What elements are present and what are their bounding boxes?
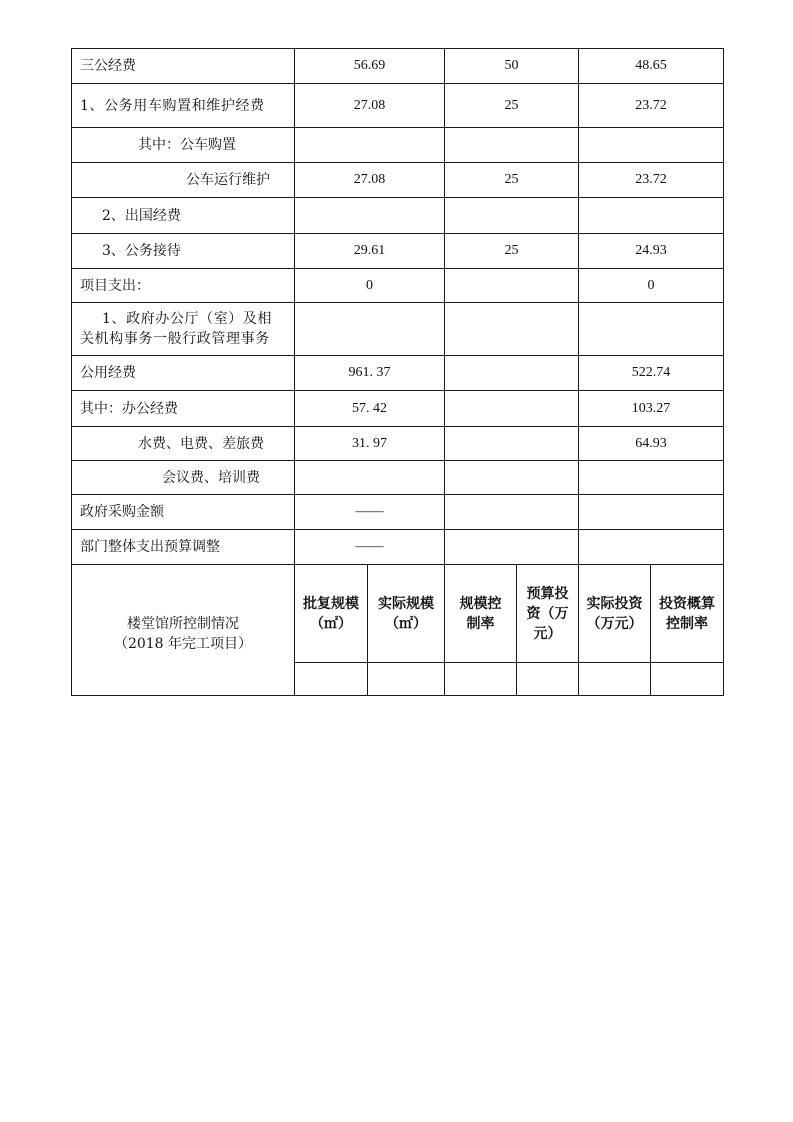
value-cell bbox=[579, 663, 651, 696]
table-row bbox=[72, 391, 724, 427]
value-cell: 961. 37 bbox=[295, 356, 445, 391]
value-cell bbox=[517, 663, 579, 696]
table-row bbox=[72, 495, 724, 530]
value-cell: 27.08 bbox=[295, 84, 445, 128]
value-cell bbox=[445, 128, 579, 163]
value-cell: 31. 97 bbox=[295, 427, 445, 461]
table-row bbox=[72, 84, 724, 128]
table-row bbox=[72, 269, 724, 303]
column-header: 实际规模（㎡） bbox=[368, 565, 445, 663]
value-cell bbox=[579, 530, 724, 565]
value-cell: 25 bbox=[445, 84, 579, 128]
value-cell: 0 bbox=[295, 269, 445, 303]
row-label: 其中：公车购置 bbox=[72, 128, 295, 163]
value-cell bbox=[445, 198, 579, 234]
value-cell bbox=[445, 495, 579, 530]
row-label: 2、出国经费 bbox=[72, 198, 295, 234]
value-cell: 29.61 bbox=[295, 234, 445, 269]
column-header: 批复规模（㎡） bbox=[295, 565, 368, 663]
column-header: 投资概算控制率 bbox=[651, 565, 724, 663]
value-cell: 56.69 bbox=[295, 49, 445, 84]
row-label: 政府采购金额 bbox=[72, 495, 295, 530]
value-cell bbox=[579, 303, 724, 356]
project-header-row bbox=[72, 565, 724, 663]
row-label: 水费、电费、差旅费 bbox=[72, 427, 295, 461]
value-cell bbox=[651, 663, 724, 696]
row-label: 1、公务用车购置和维护经费 bbox=[72, 84, 295, 128]
project-section-label bbox=[72, 565, 295, 696]
table-row bbox=[72, 461, 724, 495]
column-header: 预算投资（万元） bbox=[517, 565, 579, 663]
value-cell: 522.74 bbox=[579, 356, 724, 391]
table-row bbox=[72, 427, 724, 461]
value-cell: 0 bbox=[579, 269, 724, 303]
value-cell bbox=[295, 303, 445, 356]
value-cell bbox=[579, 198, 724, 234]
value-cell bbox=[445, 303, 579, 356]
table-row bbox=[72, 128, 724, 163]
value-cell bbox=[368, 663, 445, 696]
row-label: 公车运行维护 bbox=[72, 163, 295, 198]
value-cell bbox=[445, 461, 579, 495]
value-cell: 27.08 bbox=[295, 163, 445, 198]
value-cell: 57. 42 bbox=[295, 391, 445, 427]
value-cell bbox=[445, 663, 517, 696]
row-label: 三公经费 bbox=[72, 49, 295, 84]
value-cell bbox=[445, 530, 579, 565]
value-cell: 48.65 bbox=[579, 49, 724, 84]
budget-table bbox=[71, 48, 724, 696]
row-label: 3、公务接待 bbox=[72, 234, 295, 269]
row-label: 项目支出： bbox=[72, 269, 295, 303]
row-label: 公用经费 bbox=[72, 356, 295, 391]
table-row bbox=[72, 198, 724, 234]
value-cell bbox=[295, 198, 445, 234]
column-header: 实际投资（万元） bbox=[579, 565, 651, 663]
row-label: 会议费、培训费 bbox=[72, 461, 295, 495]
value-cell: —— bbox=[295, 530, 445, 565]
row-label: 其中：办公经费 bbox=[72, 391, 295, 427]
value-cell bbox=[445, 391, 579, 427]
value-cell bbox=[295, 461, 445, 495]
value-cell bbox=[295, 128, 445, 163]
value-cell: 24.93 bbox=[579, 234, 724, 269]
table-row bbox=[72, 234, 724, 269]
value-cell bbox=[445, 269, 579, 303]
value-cell: 103.27 bbox=[579, 391, 724, 427]
value-cell bbox=[445, 427, 579, 461]
value-cell: 23.72 bbox=[579, 163, 724, 198]
row-label: 1、政府办公厅（室）及相关机构事务一般行政管理事务 bbox=[72, 303, 295, 356]
column-header: 规模控制率 bbox=[445, 565, 517, 663]
value-cell: 25 bbox=[445, 234, 579, 269]
table-row bbox=[72, 356, 724, 391]
value-cell: 23.72 bbox=[579, 84, 724, 128]
table-row bbox=[72, 49, 724, 84]
value-cell bbox=[579, 461, 724, 495]
value-cell: 50 bbox=[445, 49, 579, 84]
value-cell bbox=[445, 356, 579, 391]
project-title: 楼堂馆所控制情况 bbox=[127, 616, 239, 632]
value-cell: 64.93 bbox=[579, 427, 724, 461]
table-row bbox=[72, 163, 724, 198]
value-cell bbox=[295, 663, 368, 696]
project-subtitle: （2018 年完工项目） bbox=[113, 636, 253, 652]
value-cell bbox=[579, 495, 724, 530]
value-cell: —— bbox=[295, 495, 445, 530]
value-cell bbox=[579, 128, 724, 163]
table-row bbox=[72, 530, 724, 565]
row-label: 部门整体支出预算调整 bbox=[72, 530, 295, 565]
value-cell: 25 bbox=[445, 163, 579, 198]
table-row bbox=[72, 303, 724, 356]
